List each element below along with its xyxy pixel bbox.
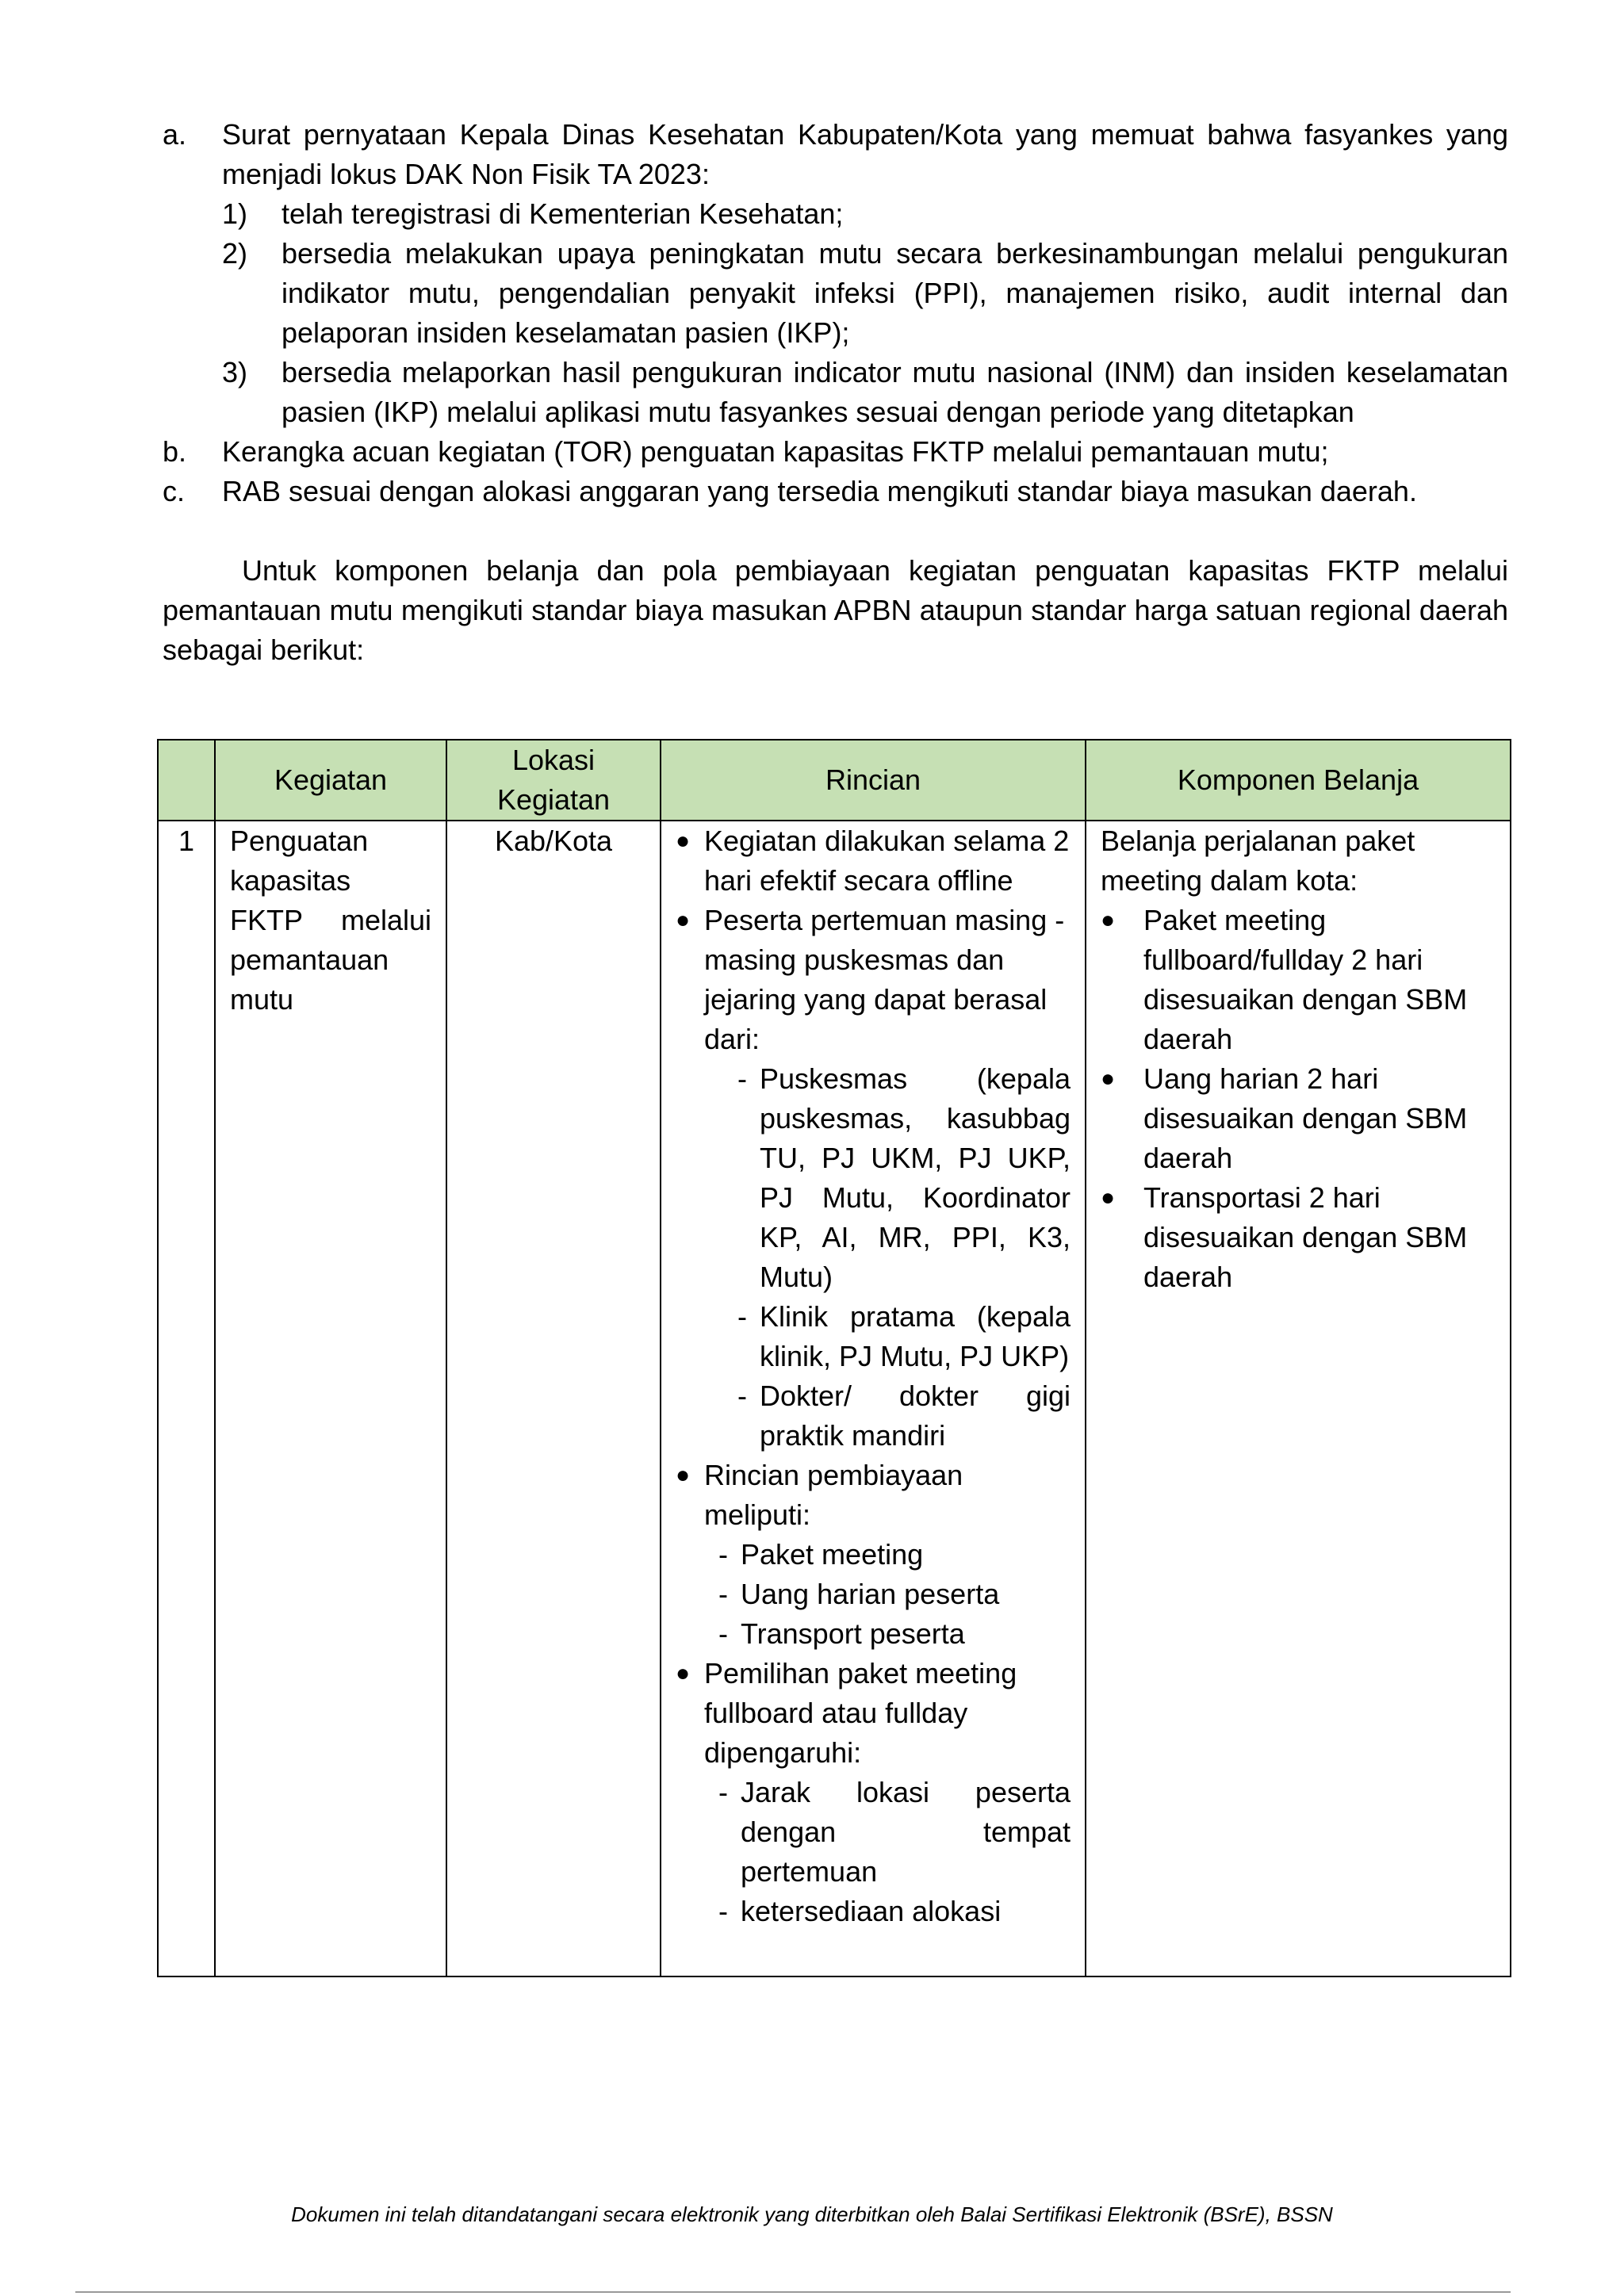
rincian-list <box>676 821 1071 1931</box>
requirement-text: Surat pernyataan Kepala Dinas Kesehatan Kabupaten/Kota yang memuat bahwa fasyankes yang menjadi lokus DAK Non Fisik TA 2023: <box>222 118 1508 190</box>
list-item <box>706 1535 1071 1575</box>
header-rincian: Rincian <box>661 740 1086 821</box>
bullet-icon: ● <box>1101 1066 1116 1092</box>
dash-marker: - <box>718 1538 728 1571</box>
header-kegiatan: Kegiatan <box>215 740 446 821</box>
list-item-text: Kegiatan dilakukan selama 2 hari efektif secara offline <box>704 825 1070 897</box>
list-item-text: Uang harian peserta <box>741 1578 1000 1610</box>
list-item <box>676 1654 1071 1931</box>
list-item <box>725 1297 1071 1376</box>
list-item-text: Peserta pertemuan masing - masing puskesmas dan jejaring yang dapat berasal dari: <box>704 904 1065 1055</box>
list-item <box>222 234 1508 353</box>
list-item <box>676 1456 1071 1654</box>
komponen-list <box>1101 901 1496 1297</box>
list-item <box>706 1614 1071 1654</box>
list-item <box>1101 901 1496 1059</box>
list-item <box>676 821 1071 901</box>
requirement-b <box>163 432 1508 472</box>
bullet-icon: ● <box>1101 907 1116 933</box>
header-komponen: Komponen Belanja <box>1086 740 1511 821</box>
list-item-text: Transport peserta <box>741 1617 965 1650</box>
dash-marker: - <box>737 1062 747 1095</box>
bullet-icon: ● <box>676 828 691 854</box>
dash-marker: - <box>718 1578 728 1610</box>
komponen-intro: Belanja perjalanan paket meeting dalam kota: <box>1101 825 1415 897</box>
list-item-text: Dokter/ dokter gigi praktik mandiri <box>760 1380 1071 1452</box>
cell-komponen <box>1086 821 1511 1976</box>
bullet-icon: ● <box>676 907 691 933</box>
list-item-text: bersedia melaporkan hasil pengukuran indicator mutu nasional (INM) dan insiden keselamatan pasien (IKP) melalui aplikasi mutu fasyankes sesuai dengan periode yang ditetapkan <box>282 356 1508 428</box>
dash-marker: - <box>737 1380 747 1412</box>
header-no <box>158 740 215 821</box>
list-item <box>725 1376 1071 1456</box>
bullet-icon: ● <box>676 1660 691 1686</box>
signature-footer: Dokumen ini telah ditandatangani secara elektronik yang diterbitkan oleh Balai Sertifikasi Elektronik (BSrE), BSSN <box>291 2202 1333 2226</box>
requirement-text: Kerangka acuan kegiatan (TOR) penguatan kapasitas FKTP melalui pemantauan mutu; <box>222 435 1329 468</box>
list-item-text: telah teregistrasi di Kementerian Kesehatan; <box>282 197 844 230</box>
dash-sublist <box>704 1535 1071 1654</box>
dash-sublist <box>704 1773 1071 1931</box>
cell-rincian <box>661 821 1086 1976</box>
cell-no: 1 <box>158 821 215 1976</box>
list-item-text: Paket meeting fullboard/fullday 2 hari disesuaikan dengan SBM daerah <box>1143 904 1468 1055</box>
list-item-text: Klinik pratama (kepala klinik, PJ Mutu, PJ UKP) <box>760 1300 1071 1372</box>
footer-divider <box>75 2291 1511 2293</box>
list-item <box>706 1892 1071 1931</box>
numbered-sublist <box>163 194 1508 432</box>
requirement-text: RAB sesuai dengan alokasi anggaran yang tersedia mengikuti standar biaya masukan daerah. <box>222 475 1417 507</box>
list-item <box>725 1059 1071 1297</box>
list-item <box>676 901 1071 1456</box>
document-body <box>163 115 1508 670</box>
list-item-text: Pemilihan paket meeting fullboard atau fullday dipengaruhi: <box>704 1657 1017 1769</box>
list-marker: 3) <box>222 356 248 388</box>
bullet-icon: ● <box>676 1462 691 1488</box>
dash-marker: - <box>718 1895 728 1927</box>
list-marker: b. <box>163 435 187 468</box>
list-marker: 2) <box>222 237 248 270</box>
dash-marker: - <box>718 1617 728 1650</box>
intro-paragraph: Untuk komponen belanja dan pola pembiayaan kegiatan penguatan kapasitas FKTP melalui pemantauan mutu mengikuti standar biaya masukan APBN ataupun standar harga satuan regional daerah sebagai berikut: <box>163 554 1508 666</box>
dash-sublist <box>704 1059 1071 1456</box>
cell-lokasi: Kab/Kota <box>446 821 661 1976</box>
list-item-text: Puskesmas (kepala puskesmas, kasubbag TU, PJ UKM, PJ UKP, PJ Mutu, Koordinator KP, AI, MR, PPI, K3, Mutu) <box>760 1062 1071 1293</box>
list-item-text: bersedia melakukan upaya peningkatan mutu secara berkesinambungan melalui pengukuran indikator mutu, pengendalian penyakit infeksi (PPI), manajemen risiko, audit internal dan pelaporan insiden keselamatan pasien (IKP); <box>282 237 1508 349</box>
list-item-text: Paket meeting <box>741 1538 924 1571</box>
dash-marker: - <box>718 1776 728 1808</box>
list-item-text: Transportasi 2 hari disesuaikan dengan SBM daerah <box>1143 1181 1468 1293</box>
cell-kegiatan: Penguatan kapasitas FKTP melalui pemantauan mutu <box>215 821 446 1976</box>
table-row <box>158 821 1511 1976</box>
requirement-c <box>163 472 1508 511</box>
spending-table <box>157 739 1511 1977</box>
list-item-text: Uang harian 2 hari disesuaikan dengan SBM daerah <box>1143 1062 1468 1174</box>
list-marker: c. <box>163 475 186 507</box>
table-header-row <box>158 740 1511 821</box>
dash-marker: - <box>737 1300 747 1333</box>
list-item-text: ketersediaan alokasi <box>741 1895 1002 1927</box>
bullet-icon: ● <box>1101 1184 1116 1211</box>
list-item <box>706 1575 1071 1614</box>
header-lokasi: Lokasi Kegiatan <box>446 740 661 821</box>
list-item <box>706 1773 1071 1892</box>
list-item-text: Jarak lokasi peserta dengan tempat pertemuan <box>741 1776 1071 1888</box>
requirement-a <box>163 115 1508 194</box>
list-item <box>1101 1178 1496 1297</box>
list-marker: 1) <box>222 197 248 230</box>
list-marker: a. <box>163 118 187 151</box>
list-item <box>1101 1059 1496 1178</box>
list-item <box>222 353 1508 432</box>
list-item <box>222 194 1508 234</box>
list-item-text: Rincian pembiayaan meliputi: <box>704 1459 963 1531</box>
